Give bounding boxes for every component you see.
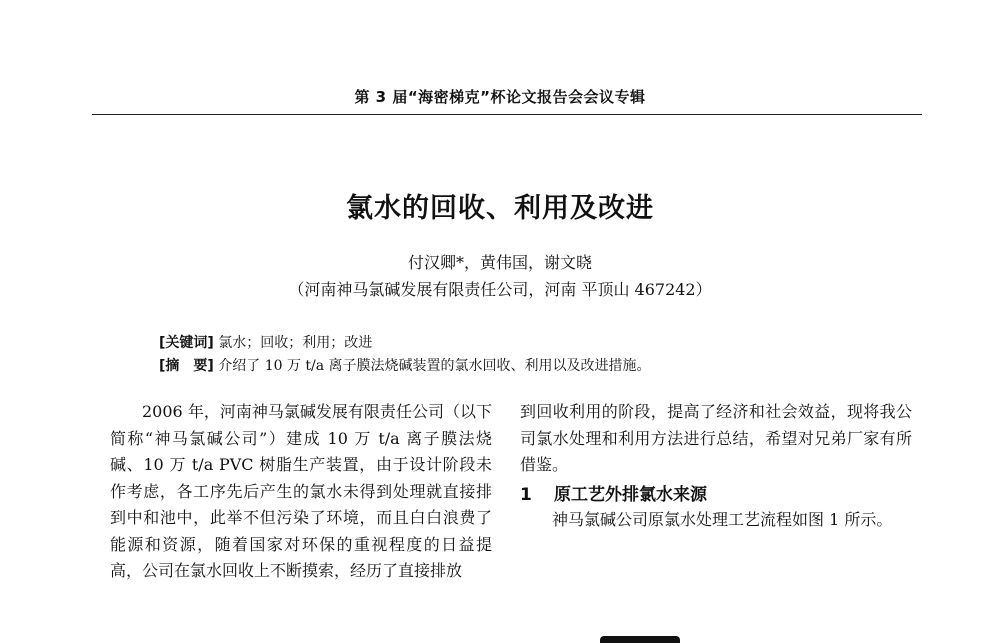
journal-header: 第 3 届“海密梯克”杯论文报告会会议专辑 — [354, 88, 646, 106]
abstract-line — [159, 355, 651, 375]
page-edge-mark — [600, 636, 680, 643]
author-affiliation: （河南神马氯碱发展有限责任公司，河南 平顶山 467242） — [288, 280, 712, 299]
intro-paragraph-continued: 到回收利用的阶段，提高了经济和社会效益，现将我公司氯水处理和利用方法进行总结，希望对兄弟厂家有所借鉴。 — [520, 402, 912, 474]
keywords-label: [关键词] — [159, 335, 214, 351]
abstract-text: 介绍了 10 万 t/a 离子膜法烧碱装置的氯水回收、利用以及改进措施。 — [218, 358, 651, 374]
intro-paragraph: 2006 年，河南神马氯碱发展有限责任公司（以下简称“神马氯碱公司”）建成 10 万 t/a 离子膜法烧碱、10 万 t/a PVC 树脂生产装置，由于设计阶段未作考虑，各工序先后产生的氯水未得到处理就直接排到中和池中，此举不但污染了环境，而且白白浪费了能源和资源，随着国家对环保的重视程度的日益提高，公司在氯水回收上不断摸索，经历了直接排放 — [110, 402, 492, 580]
author-list: 付汉卿*，黄伟国，谢文晓 — [407, 253, 592, 272]
header-divider — [92, 114, 922, 115]
keywords-line — [159, 332, 372, 352]
abstract-label: [摘 要] — [159, 358, 214, 374]
section-number: 1 — [520, 484, 532, 505]
body-column-right — [520, 399, 912, 533]
section-paragraph: 神马氯碱公司原氯水处理工艺流程如图 1 所示。 — [552, 509, 893, 529]
section-heading — [520, 483, 912, 507]
body-column-left — [110, 399, 492, 585]
keywords-text: 氯水；回收；利用；改进 — [218, 335, 373, 351]
section-title: 原工艺外排氯水来源 — [554, 484, 707, 505]
paper-title: 氯水的回收、利用及改进 — [346, 193, 654, 224]
